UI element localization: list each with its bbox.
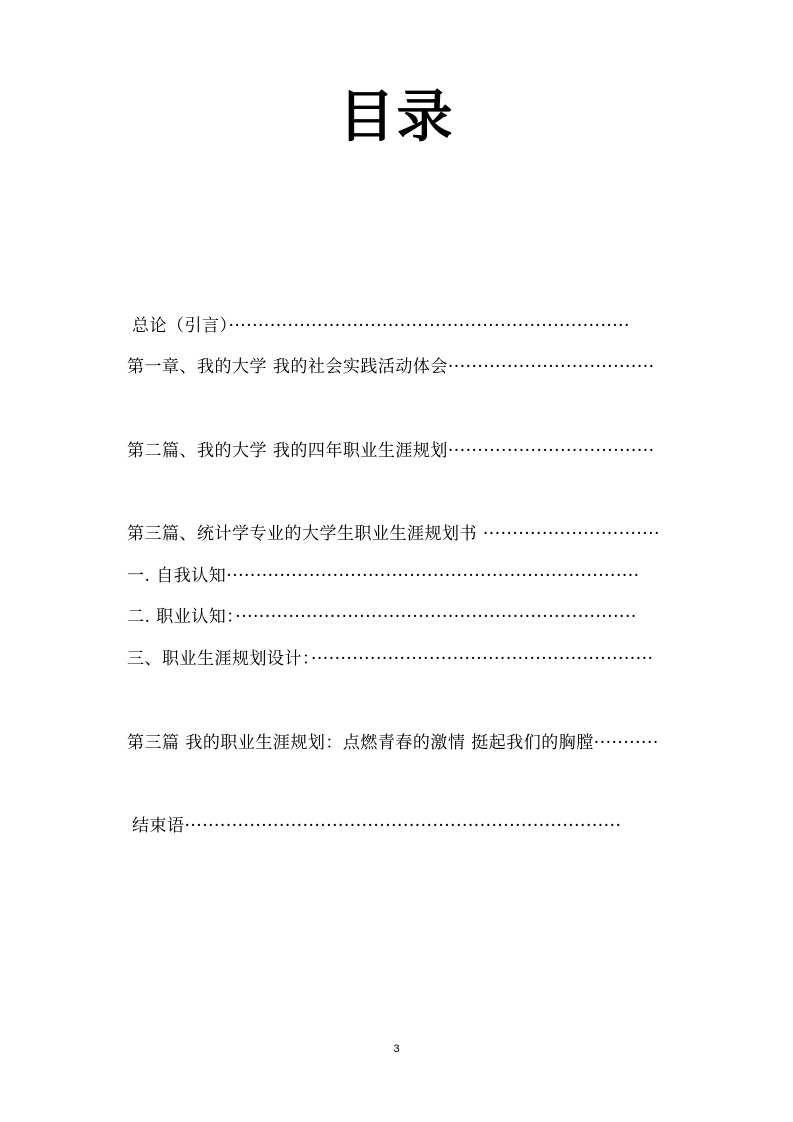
toc-entry-introduction: 总论（引言）···································································· [132,316,630,336]
toc-entry-part-two: 第二篇、我的大学 我的四年职业生涯规划··································· [127,441,655,461]
toc-entry-career-awareness: 二. 职业认知：···································································· [127,607,637,627]
page-number: 3 [393,1043,400,1055]
document-title: 目录 [338,85,455,150]
toc-entry-self-awareness: 一. 自我认知······································································ [127,566,640,586]
toc-entry-part-three: 第三篇、统计学专业的大学生职业生涯规划书 ······························ [127,524,661,544]
toc-entry-part-three-passion: 第三篇 我的职业生涯规划：点燃青春的激情 挺起我们的胸膛··········· [127,733,659,753]
toc-entry-career-planning-design: 三、职业生涯规划设计：·························································· [127,649,654,669]
toc-entry-chapter-one: 第一章、我的大学 我的社会实践活动体会··································· [127,357,655,377]
toc-entry-conclusion: 结束语·········································································· [132,816,622,836]
